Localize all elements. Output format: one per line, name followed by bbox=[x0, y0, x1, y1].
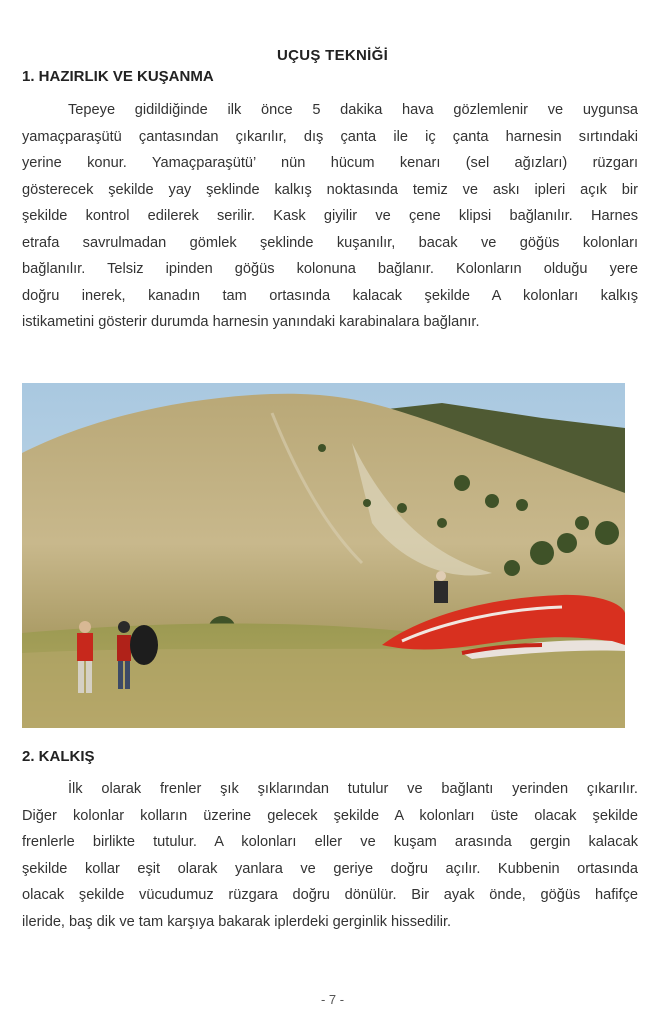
text-line: istikametini gösterir durumda harnesin yanındaki karabinalara bağlanır. bbox=[22, 314, 480, 330]
section-heading-takeoff: 2. KALKIŞ bbox=[22, 748, 95, 765]
paragraph-preparation bbox=[22, 97, 638, 336]
text-line: şekilde kollar eşit olarak yanlara ve geriye doğru açılır. Kubbenin ortasında bbox=[22, 860, 638, 877]
text-line: yerine konur. Yamaçparaşütü’ nün hücum kenarı (sel ağızları) rüzgarı bbox=[22, 155, 638, 171]
text-line: frenlerle birlikte tutulur. A kolonları eller ve kuşam arasında gergin kalacak bbox=[22, 834, 638, 850]
section-heading-preparation: 1. HAZIRLIK VE KUŞANMA bbox=[22, 68, 214, 85]
text-line: şekilde kontrol edilerek serilir. Kask giyilir ve çene klipsi bağlanılır. Harnes bbox=[22, 208, 638, 224]
text-line: yamaçparaşütü çantasından çıkarılır, dış çanta ile iç çanta harnesin sırtındaki bbox=[22, 128, 638, 145]
text-line: ileride, baş dik ve tam karşıya bakarak iplerdeki gerginlik hissedilir. bbox=[22, 913, 452, 930]
paragliding-launch-photo bbox=[22, 383, 625, 728]
page-title: UÇUŞ TEKNİĞİ bbox=[276, 47, 389, 64]
text-line: Tepeye gidildiğinde ilk önce 5 dakika hava gözlemlenir ve uygunsa bbox=[68, 102, 638, 118]
page-number: - 7 - bbox=[320, 992, 345, 1007]
text-line: gösterecek şekilde yay şeklinde kalkış noktasında temiz ve askı ipleri açık bir bbox=[22, 181, 638, 198]
text-line: etrafa savrulmadan gömlek şeklinde kuşanılır, bacak ve göğüs kolonları bbox=[22, 234, 638, 251]
text-line: Diğer kolonlar kolların üzerine gelecek şekilde A kolonları üste olacak şekilde bbox=[22, 807, 638, 824]
text-line: doğru inerek, kanadın tam ortasında kalacak şekilde A kolonları kalkış bbox=[22, 287, 638, 304]
paragraph-takeoff bbox=[22, 776, 638, 935]
text-line: bağlanılır. Telsiz ipinden göğüs kolonuna bağlanır. Kolonların olduğu yere bbox=[22, 261, 638, 277]
text-line: İlk olarak frenler şık şıklarından tutulur ve bağlantı yerinden çıkarılır. bbox=[68, 781, 638, 797]
text-line: olacak şekilde vücudumuz rüzgara doğru dönülür. Bir ayak önde, göğüs hafifçe bbox=[22, 887, 638, 903]
